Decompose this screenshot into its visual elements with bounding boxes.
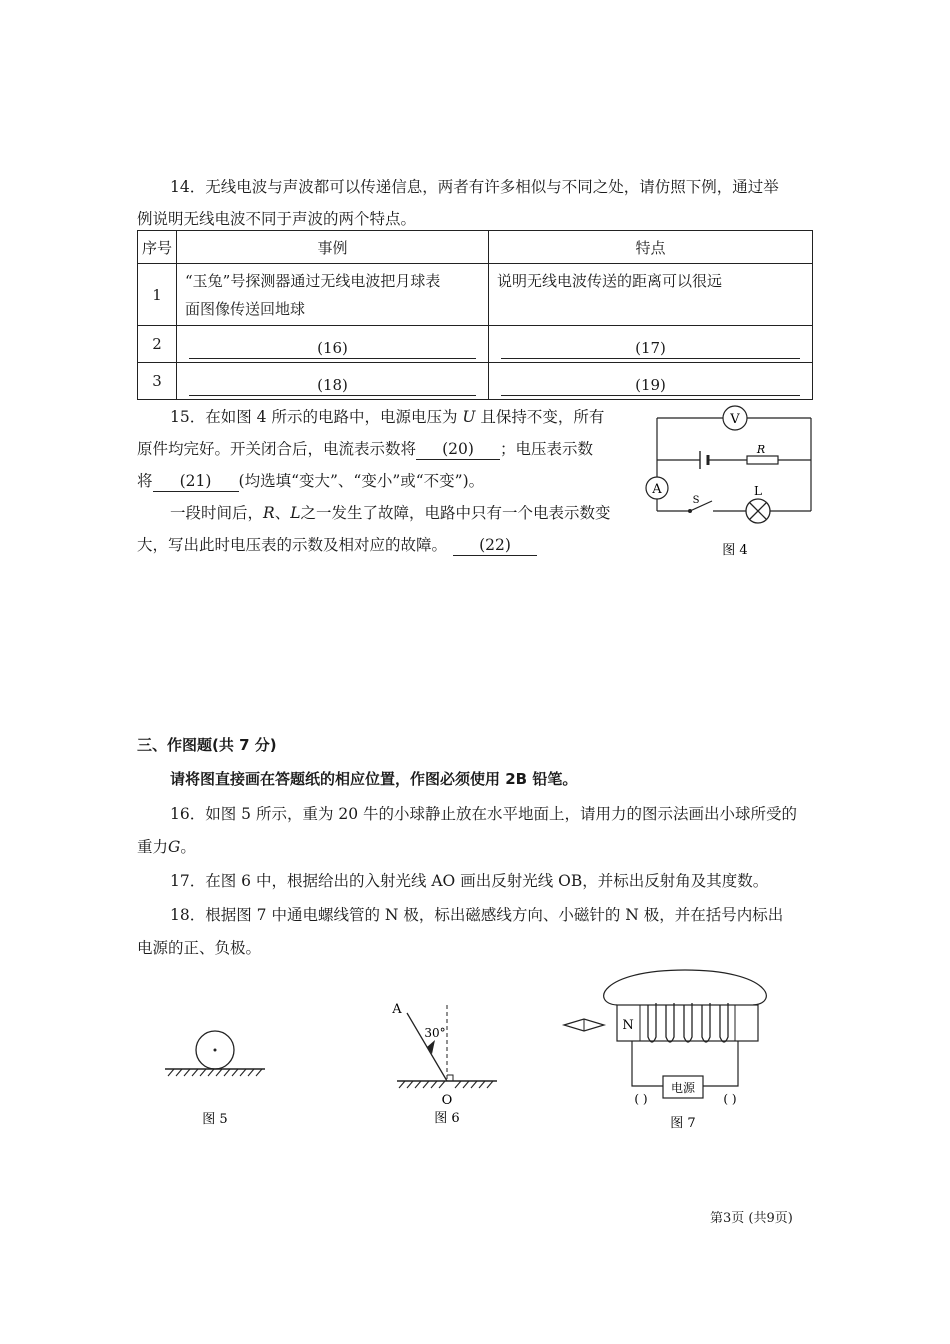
answer-blank-22[interactable]: (22) [453,535,537,556]
q18-line2: 电源的正、负极。 [137,939,262,957]
q15-line4 [170,497,611,529]
answer-blank-18[interactable] [177,363,489,400]
table-row [138,326,813,363]
figure-5-caption: 图 5 [202,1112,228,1127]
symbol-g: G [168,838,181,856]
q18-line1: 18．根据图 7 中通电螺线管的 N 极，标出磁感线方向、小磁针的 N 极，并在括号内标出 [170,906,784,924]
q16-line1: 16．如图 5 所示，重为 20 牛的小球静止放在水平地面上，请用力的图示法画出小球所受的 [170,805,798,823]
header-example: 事例 [177,231,489,264]
voltmeter-label: V [730,412,740,427]
label-o: O [441,1093,453,1108]
table-row [138,363,813,400]
q17-line1: 17．在图 6 中，根据给出的入射光线 AO 画出反射光线 OB，并标出反射角及其度数。 [170,872,769,890]
header-feature: 特点 [489,231,813,264]
answer-blank-21[interactable]: (21) [153,471,239,492]
symbol-r: R [263,504,275,522]
symbol-u: U [462,408,476,426]
page-number: 第3页 (共9页) [710,1211,793,1226]
q15-text-c: 原件均完好。开关闭合后，电流表示数将 [137,440,417,458]
answer-blank-20[interactable]: (20) [416,439,500,460]
q15-text-h: 之一发生了故障，电路中只有一个电表示数变 [300,504,611,522]
example-line2: 面图像传送回地球 [185,300,306,318]
q16-text: 重力 [137,838,169,856]
q15-text-d: ；电压表示数 [500,440,594,458]
answer-blank-17[interactable] [489,326,813,363]
q15-text-a: 15．在如图 4 所示的电路中，电源电压为 [170,408,458,426]
ground-hatch [168,1069,262,1076]
label-a: A [392,1002,402,1017]
angle-label: 30° [424,1026,446,1040]
left-pole-bracket[interactable]: ( ) [634,1092,648,1106]
section-3-instruction: 请将图直接画在答题纸的相应位置，作图必须使用 2B 铅笔。 [170,770,578,788]
ray-arrow-icon [427,1040,435,1054]
blank-17-label: (17) [501,338,800,359]
q15-sep: 、 [274,504,291,522]
ammeter-label: A [652,482,662,497]
figure-4-caption: 图 4 [722,543,748,558]
solenoid-core [617,1005,758,1041]
q14-line1: 14．无线电波与声波都可以传递信息，两者有许多相似与不同之处，请仿照下例，通过举 [170,178,779,196]
table-row [138,264,813,326]
q15-text-g: 一段时间后， [170,504,264,522]
q15-text-b: 且保持不变，所有 [480,408,605,426]
blank-18-label: (18) [189,375,476,396]
q15-text-i: 大，写出此时电压表的示数及相对应的故障。 [137,536,448,554]
power-source-label: 电源 [670,1081,696,1095]
blank-19-label: (19) [501,375,800,396]
answer-blank-16[interactable] [177,326,489,363]
q15-text-f: (均选填“变大”、“变小”或“不变”)。 [238,472,485,490]
q16-period: 。 [180,838,196,856]
blank-16-label: (16) [189,338,476,359]
figure-4-circuit [640,400,820,565]
figure-7-solenoid [560,965,780,1135]
wire-left [632,1041,663,1086]
row-index: 2 [138,326,177,363]
figure-5-ball [160,1020,275,1135]
field-loop [604,970,767,1005]
right-pole-bracket[interactable]: ( ) [723,1092,737,1106]
q15-line3 [137,465,484,497]
right-angle-mark [447,1075,453,1081]
label-n: N [622,1018,634,1033]
wire-right [703,1041,738,1086]
header-index: 序号 [138,231,177,264]
mirror-hatch [399,1081,493,1088]
ball-center-dot [214,1049,217,1052]
q15-line5 [137,529,537,561]
resistor-label: R [756,443,766,456]
section-3-title: 三、作图题(共 7 分) [137,736,277,754]
row-index: 3 [138,363,177,400]
row-feature: 说明无线电波传送的距离可以很远 [489,264,813,326]
q15-line2 [137,433,593,465]
figure-6-reflection [385,995,505,1130]
answer-blank-19[interactable] [489,363,813,400]
table-header-row [138,231,813,264]
q16-line2 [137,831,196,863]
row-index: 1 [138,264,177,326]
figure-7-caption: 图 7 [670,1116,696,1131]
symbol-l: L [290,504,301,522]
switch-label: S [692,495,700,506]
row-example [177,264,489,326]
q14-table [137,230,813,400]
q15-text-e: 将 [137,472,153,490]
lamp-label: L [754,484,762,498]
example-line1: “玉兔”号探测器通过无线电波把月球表 [185,272,441,290]
q14-line2: 例说明无线电波不同于声波的两个特点。 [137,210,417,228]
resistor-icon [747,456,778,464]
figure-6-caption: 图 6 [434,1111,460,1126]
q15-line1 [170,401,604,433]
